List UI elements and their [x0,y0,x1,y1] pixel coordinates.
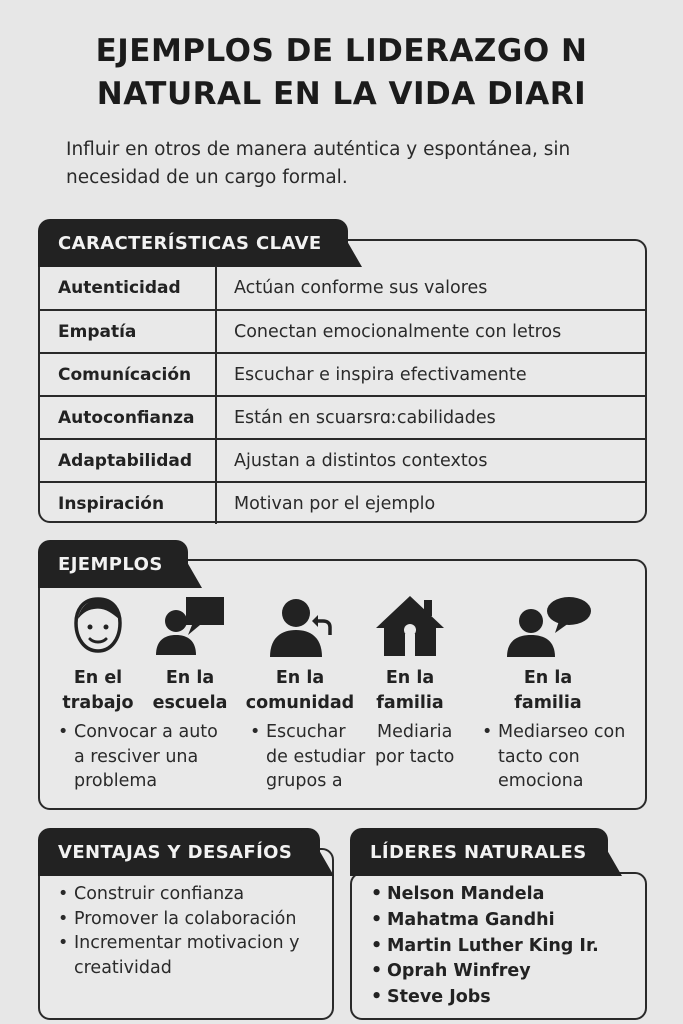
leaders-heading-text: LÍDERES NATURALES [370,841,587,863]
example-label [370,666,450,716]
row-value: Ajustan a distintos contextos [234,450,488,471]
desc-line: Mediarseo con [498,722,626,742]
face-icon [58,594,138,658]
example-label-line: escuela [152,693,228,713]
row-value: Escuchar e inspira efectivamente [234,364,527,385]
list-item: • Mahatma Gandhi [371,908,631,934]
row-key: Comunícación [38,354,217,395]
list-item: • Oprah Winfrey [371,959,631,985]
list-item [58,720,218,794]
desc-line: grupos a [266,771,343,791]
subtitle: Influir en otros de manera auténtica y espontánea, sin necesidad de un cargo formal. [66,139,571,188]
example-description-3 [375,720,454,769]
example-label-line: familia [514,693,582,713]
house-icon [370,594,450,658]
example-description-4 [482,720,625,794]
example-label-line: En la [275,668,325,688]
examples-heading-text: EJEMPLOS [58,553,163,575]
list-item [250,720,365,794]
row-value: Actúan conforme sus valores [234,277,488,298]
list-item [482,720,625,794]
example-label-line: En la [385,668,435,688]
person-speech-icon [150,594,230,658]
example-description-1 [58,720,218,794]
table-row [38,481,647,524]
table-row [38,438,647,481]
person-chat-icon [503,594,593,658]
example-description-2 [250,720,365,794]
advantages-heading [38,828,320,876]
example-label-line: comunidad [245,693,355,713]
desc-line: por tacto [375,746,455,767]
row-value: Conectan emocionalmente con letros [234,321,562,342]
example-family [370,594,450,716]
example-label-line: En el [73,668,123,688]
table-row [38,352,647,395]
example-label [245,666,355,716]
example-community [245,594,355,716]
row-value: Están en scuarsrɑːcabilidades [234,407,496,428]
row-key: Adaptabilidad [38,440,217,481]
title-line-1: EJEMPLOS DE LIDERAZGO N [95,33,588,69]
examples-heading [38,540,188,588]
desc-line: tacto con [498,746,580,767]
example-family-2 [503,594,593,716]
desc-line: problema [74,771,158,791]
characteristics-table [38,266,647,524]
advantages-heading-text: VENTAJAS Y DESAFÍOS [58,841,293,863]
person-arrow-icon [245,594,355,658]
row-key: Autenticidad [38,266,217,309]
example-school [150,594,230,716]
example-label-line: En la [523,668,573,688]
advantages-list [58,882,328,980]
example-label-line: familia [376,693,444,713]
list-item: • Steve Jobs [371,985,631,1011]
leaders-list [371,882,631,1011]
example-work [58,594,138,716]
table-row [38,309,647,352]
list-item: • Martin Luther King Ir. [371,934,631,960]
table-row [38,266,647,309]
desc-line: Convocar a auto [74,722,218,742]
desc-line: de estudiar [266,746,366,767]
characteristics-heading-text: CARACTERÍSTICAS CLAVE [58,232,322,254]
example-label [58,666,138,716]
desc-line: a resciver una [74,746,199,767]
example-label [503,666,593,716]
example-label-line: trabajo [62,693,134,713]
row-value: Motivan por el ejemplo [234,493,436,514]
desc-line: emociona [498,771,584,791]
row-key: Empatía [38,311,217,352]
table-row [38,395,647,438]
characteristics-heading [38,219,348,267]
example-label [150,666,230,716]
row-key: Autoconfianza [38,397,217,438]
row-key: Inspiración [38,483,217,524]
desc-line: Mediaria [377,722,453,742]
title-line-2: NATURAL EN LA VIDA DIARI [96,76,587,112]
page-title [0,30,683,116]
list-item: • Construir confianza [58,882,328,907]
desc-line: Escuchar [266,722,346,742]
list-item: • Incrementar motivacion y creatividad [58,931,308,980]
list-item: • Nelson Mandela [371,882,631,908]
example-label-line: En la [165,668,215,688]
list-item: • Promover la colaboración [58,907,328,932]
leaders-heading [350,828,608,876]
